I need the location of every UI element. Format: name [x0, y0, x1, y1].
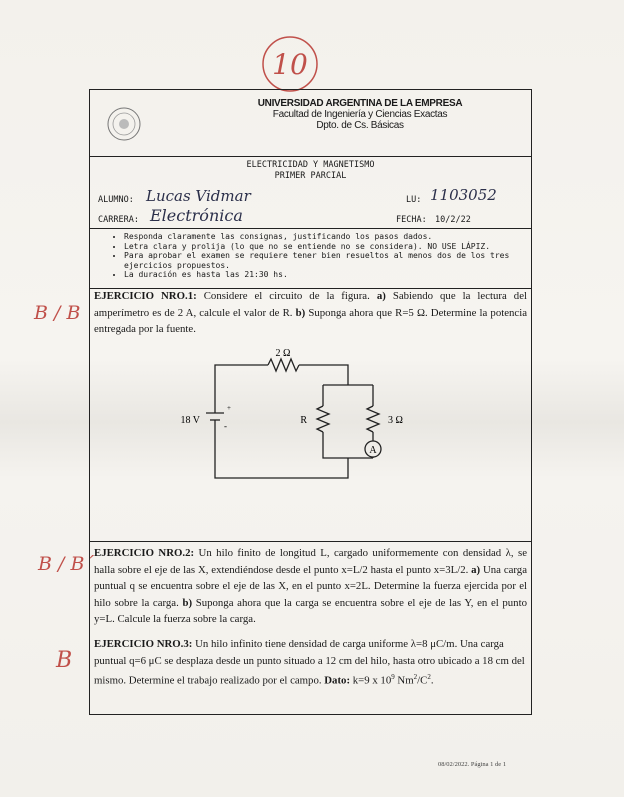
circuit-diagram: [170, 348, 420, 498]
university-header: [90, 90, 531, 157]
exercise-2-text: Suponga ahora que la carga se encuentra sobre el eje de las Y, en el punto y=L. Calcule la fuerza sobre la carga.: [94, 596, 527, 625]
exam-type: PRIMER PARCIAL: [274, 171, 347, 181]
exercise-2-text: Un hilo finito de longitud L, cargado uniformemente con densidad λ, se halla sobre el eje de las X, extendiéndose desde el punto x=L/2 hasta el punto x=3L/2.: [94, 547, 527, 576]
exponent: 2: [413, 673, 418, 681]
instruction-item: • Letra clara y prolija (lo que no se entiende no se considera). NO USE LÁPIZ.: [124, 242, 523, 252]
date-label: FECHA:: [396, 215, 427, 225]
date-value: 10/2/22: [435, 215, 471, 225]
exercise-1-text: Suponga ahora que R=5 Ω. Determine la potencia entregada por la fuente.: [94, 306, 527, 335]
lu-label: LU:: [406, 195, 422, 205]
exercise-2-title: EJERCICIO NRO.2:: [94, 547, 195, 559]
exercise-2: [90, 545, 531, 628]
exponent: 2: [427, 673, 431, 681]
part-b-label: b): [182, 596, 193, 609]
margin-mark-ex3: B: [56, 648, 73, 673]
lu-value: 1103052: [430, 186, 497, 204]
exponent: 9: [391, 673, 395, 681]
exam-subject: ELECTRICIDAD Y MAGNETISMO: [246, 160, 375, 170]
label-source: 18 V: [180, 415, 200, 426]
part-b-label: b): [295, 306, 306, 319]
career-value: Electrónica: [150, 206, 243, 225]
margin-mark-ex2: B / B´: [38, 553, 94, 575]
student-label: ALUMNO:: [98, 195, 134, 205]
label-plus: +: [227, 404, 231, 412]
instruction-item: • Para aprobar el examen se requiere tener bien resueltos al menos dos de los tres ejercicios propuestos.: [124, 251, 523, 270]
margin-mark-ex1: B / B: [34, 302, 81, 324]
exercise-3-text: Nm: [394, 674, 414, 687]
label-r-top: 2 Ω: [275, 348, 291, 359]
exercise-1-text: Considere el circuito de la figura.: [196, 290, 377, 302]
career-label: CARRERA:: [98, 215, 139, 225]
part-a-label: a): [471, 563, 481, 576]
exercise-3-title: EJERCICIO NRO.3:: [94, 638, 193, 650]
exercise-3-text: /C: [417, 674, 428, 687]
exam-info: [90, 156, 531, 229]
instruction-item: • Responda claramente las consignas, justificando los pasos dados.: [124, 232, 523, 242]
score-circle: [258, 32, 322, 94]
exercise-1-title: EJERCICIO NRO.1:: [94, 290, 197, 302]
exercise-2-text: Una carga puntual q se encuentra sobre el eje de las X, en el punto x=2L. Determine la fuerza ejercida por el hilo sobre la carga.: [94, 563, 527, 609]
label-r-right: 3 Ω: [388, 415, 403, 426]
label-ammeter: A: [369, 445, 377, 456]
university-seal-icon: [106, 106, 142, 142]
student-name: Lucas Vidmar: [146, 187, 251, 205]
exercise-1-text: Sabiendo que la lectura del amperímetro es de 2 A, calcule el valor de R.: [94, 290, 528, 319]
page-footer: 08/02/2022. Página 1 de 1: [438, 761, 507, 768]
label-r: R: [300, 415, 307, 426]
exercise-3-text: k=9 x 10: [350, 674, 392, 687]
instructions: [90, 228, 531, 289]
exercise-1: [90, 288, 531, 542]
score-value: 10: [272, 48, 308, 81]
university-name: UNIVERSIDAD ARGENTINA DE LA EMPRESA: [257, 98, 463, 109]
label-minus: -: [224, 421, 227, 431]
exercise-3-text: Un hilo infinito tiene densidad de carga uniforme λ=8 μC/m. Una carga puntual q=6 μC se desplaza desde un punto situado a 12 cm del hilo, hasta otro ubicado a 18 cm del mismo. Determine el trabajo realizado por el campo.: [94, 638, 525, 687]
resistor-3ohm: [367, 406, 379, 432]
department-name: Dpto. de Cs. Básicas: [316, 120, 404, 131]
exercise-3-text: .: [430, 674, 434, 687]
instruction-item: • La duración es hasta las 21:30 hs.: [124, 270, 523, 280]
faculty-name: Facultad de Ingeniería y Ciencias Exactas: [272, 109, 448, 120]
resistor-2ohm: [268, 359, 299, 371]
dato-label: Dato:: [324, 674, 351, 687]
part-a-label: a): [376, 290, 386, 302]
exam-frame: [89, 89, 532, 715]
resistor-r: [317, 406, 329, 432]
exercise-3: [90, 636, 531, 689]
